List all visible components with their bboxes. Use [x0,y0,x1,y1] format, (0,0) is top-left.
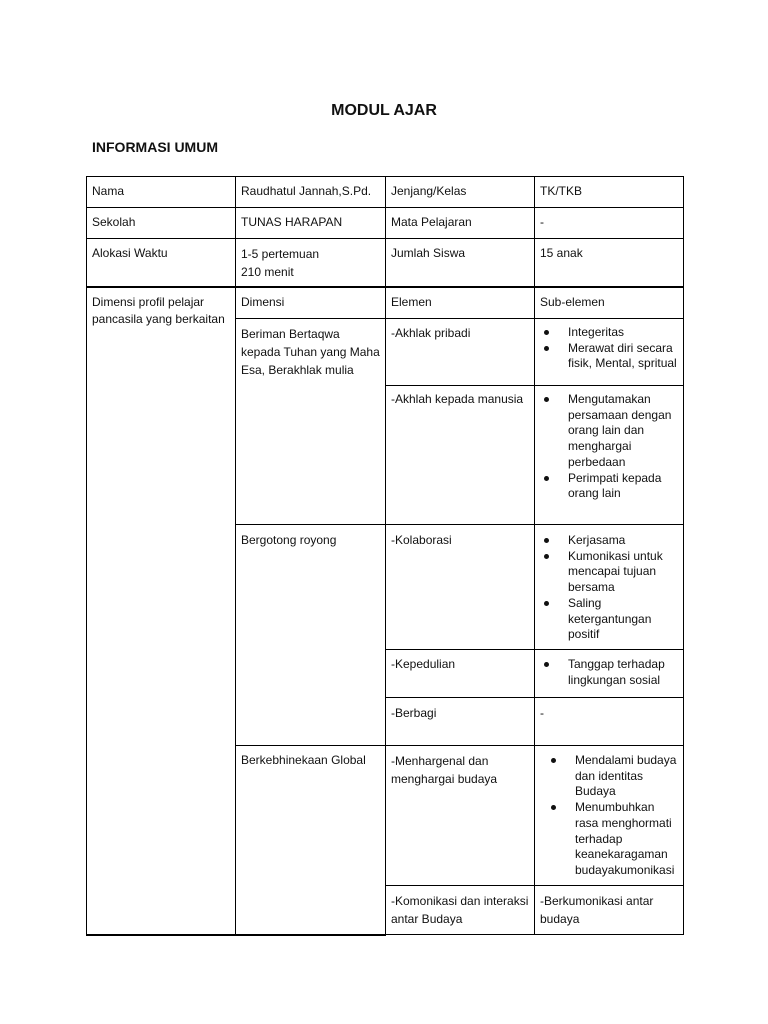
mapel-label: Mata Pelajaran [391,215,472,229]
list-item [540,533,680,549]
sub-element-text: - [540,706,544,720]
nama-value: Raudhatul Jannah,S.Pd. [241,184,372,198]
header-sub-elemen: Sub-elemen [540,295,605,309]
sub-element-text: -Berkumonikasi antar budaya [540,894,654,926]
document-title: MODUL AJAR [331,102,437,119]
sub-element-list [540,325,680,372]
jumlah-siswa-label: Jumlah Siswa [391,246,466,260]
table-border-left [86,176,87,936]
sub-element-text: Menumbuhkan rasa menghormati terhadap keanekaragaman budayakumonikasi [575,800,675,877]
sub-element-text: Merawat diri secara fisik, Mental, spritual [568,340,677,371]
sub-element-list [540,392,678,502]
element-name: -Menhargenal dan menghargai budaya [391,754,498,786]
table-col-divider [534,176,535,935]
bullet-icon [544,662,549,667]
jumlah-siswa-value: 15 anak [540,246,583,260]
alokasi-line: 210 menit [241,265,294,279]
table-col-divider [385,176,386,936]
sub-element-list [540,533,680,643]
list-item [540,657,680,688]
bullet-icon [551,805,556,810]
sub-element-text: Mengutamakan persamaan dengan orang lain dan menghargai perbedaan [568,392,672,469]
element-name: -Akhlah kepada manusia [391,392,524,406]
mapel-value: - [540,215,544,229]
sub-element-text: Kumonikasi untuk mencapai tujuan bersama [568,548,663,595]
list-item [547,800,681,879]
sekolah-value: TUNAS HARAPAN [241,215,343,229]
bullet-icon [544,601,549,606]
dimension-name: Beriman Bertaqwa kepada Tuhan yang Maha Esa, Berakhlak mulia [241,327,380,377]
section-title: INFORMASI UMUM [92,139,218,155]
element-name: -Kepedulian [391,657,456,671]
sub-element-list [540,657,680,688]
sekolah-label: Sekolah [92,215,136,229]
list-item [540,392,678,471]
bullet-icon [544,538,549,543]
list-item [540,325,680,341]
bullet-icon [544,476,549,481]
table-border-right [683,176,684,935]
sub-element-text: Integeritas [568,325,625,339]
profile-label: Dimensi profil pelajar pancasila yang berkaitan [92,295,225,326]
alokasi-value [241,245,319,281]
alokasi-label: Alokasi Waktu [92,246,168,260]
list-item [540,341,680,372]
bullet-icon [544,397,549,402]
header-dimensi: Dimensi [241,295,285,309]
table-row-divider [235,318,684,319]
element-name: -Akhlak pribadi [391,326,471,340]
table-row-divider [235,524,684,525]
list-item [540,471,678,502]
dimension-name: Berkebhinekaan Global [241,753,366,767]
dimension-name: Bergotong royong [241,533,337,547]
alokasi-line: 1-5 pertemuan [241,247,320,261]
element-name: -Berbagi [391,706,437,720]
nama-label: Nama [92,184,125,198]
bullet-icon [544,346,549,351]
list-item [540,596,680,643]
table-col-divider [235,176,236,936]
element-name: -Komonikasi dan interaksi antar Budaya [391,894,529,926]
sub-element-list [547,753,681,879]
jenjang-value: TK/TKB [540,184,583,198]
bullet-icon [551,758,556,763]
sub-element-text: Tanggap terhadap lingkungan sosial [568,657,665,687]
table-row-divider [235,745,684,746]
element-name: -Kolaborasi [391,533,452,547]
jenjang-label: Jenjang/Kelas [391,184,467,198]
sub-element-text: Mendalami budaya dan identitas Budaya [575,753,677,799]
bullet-icon [544,330,549,335]
sub-element-text: Perimpati kepada orang lain [568,470,662,501]
bullet-icon [544,554,549,559]
list-item [547,753,681,800]
header-elemen: Elemen [391,295,432,309]
list-item [540,549,680,596]
sub-element-text: Saling ketergantungan positif [568,595,652,642]
sub-element-text: Kerjasama [568,533,626,547]
